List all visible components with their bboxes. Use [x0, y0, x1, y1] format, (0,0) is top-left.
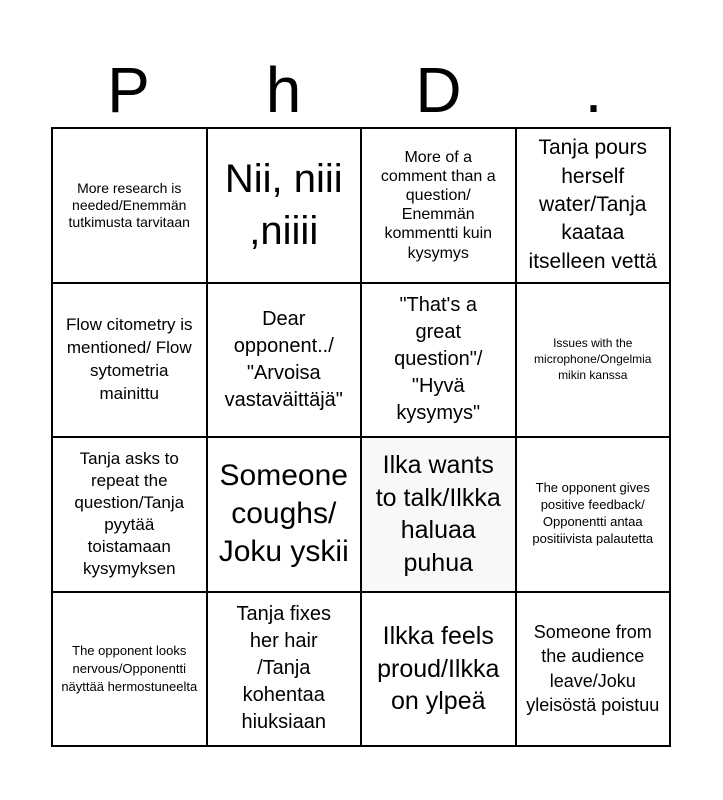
- bingo-cell-r2c4[interactable]: Issues with the microphone/Ongelmia mikin kanssa: [517, 284, 672, 439]
- bingo-board: [51, 127, 671, 747]
- header-letter-d: D: [415, 54, 462, 126]
- bingo-cell-r3c3[interactable]: Ilka wants to talk/Ilkka haluaa puhua: [362, 438, 517, 593]
- header-letter-h: h: [265, 54, 302, 126]
- bingo-header: [51, 52, 671, 128]
- bingo-cell-r3c1[interactable]: Tanja asks to repeat the question/Tanja pyytää toistamaan kysymyksen: [53, 438, 208, 593]
- bingo-cell-r4c3[interactable]: Ilkka feels proud/Ilkka on ylpeä: [362, 593, 517, 748]
- bingo-cell-r3c4[interactable]: The opponent gives positive feedback/ Opponentti antaa positiivista palautetta: [517, 438, 672, 593]
- bingo-cell-r4c4[interactable]: Someone from the audience leave/Joku yleisöstä poistuu: [517, 593, 672, 748]
- bingo-cell-r2c3[interactable]: "That's a great question"/ "Hyvä kysymys": [362, 284, 517, 439]
- bingo-cell-r1c4[interactable]: Tanja pours herself water/Tanja kaataa itselleen vettä: [517, 129, 672, 284]
- bingo-cell-r1c3[interactable]: More of a comment than a question/ Enemmän kommentti kuin kysymys: [362, 129, 517, 284]
- bingo-cell-r4c2[interactable]: Tanja fixes her hair /Tanja kohentaa hiuksiaan: [208, 593, 363, 748]
- bingo-cell-r2c1[interactable]: Flow citometry is mentioned/ Flow sytometria mainittu: [53, 284, 208, 439]
- bingo-cell-r4c1[interactable]: The opponent looks nervous/Opponentti näyttää hermostuneelta: [53, 593, 208, 748]
- header-letter-p: P: [107, 54, 150, 126]
- bingo-cell-r3c2[interactable]: Someone coughs/ Joku yskii: [208, 438, 363, 593]
- bingo-cell-r2c2[interactable]: Dear opponent../ "Arvoisa vastaväittäjä": [208, 284, 363, 439]
- header-letter-dot: .: [584, 54, 603, 126]
- bingo-cell-r1c1[interactable]: More research is needed/Enemmän tutkimusta tarvitaan: [53, 129, 208, 284]
- bingo-cell-r1c2[interactable]: Nii, niii ,niiii: [208, 129, 363, 284]
